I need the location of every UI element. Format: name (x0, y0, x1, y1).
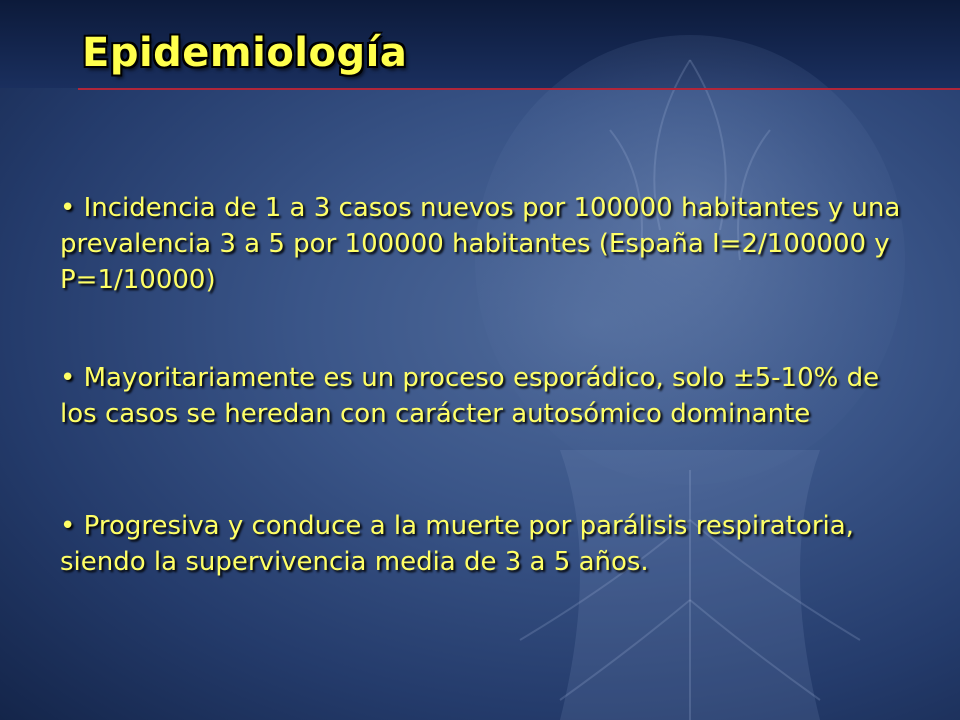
bullet-progressive: • Progresiva y conduce a la muerte por parálisis respiratoria, siendo la supervivencia media de 3 a 5 años. (60, 511, 854, 577)
title-underline (78, 88, 960, 90)
bullet-sporadic: • Mayoritariamente es un proceso esporádico, solo ±5-10% de los casos se heredan con carácter autosómico dominante (60, 363, 880, 429)
bullet-incidence: • Incidencia de 1 a 3 casos nuevos por 100000 habitantes y una prevalencia 3 a 5 por 100000 habitantes (España I=2/100000 y P=1/10000) (60, 193, 901, 295)
slide-title: Epidemiología (82, 30, 408, 76)
